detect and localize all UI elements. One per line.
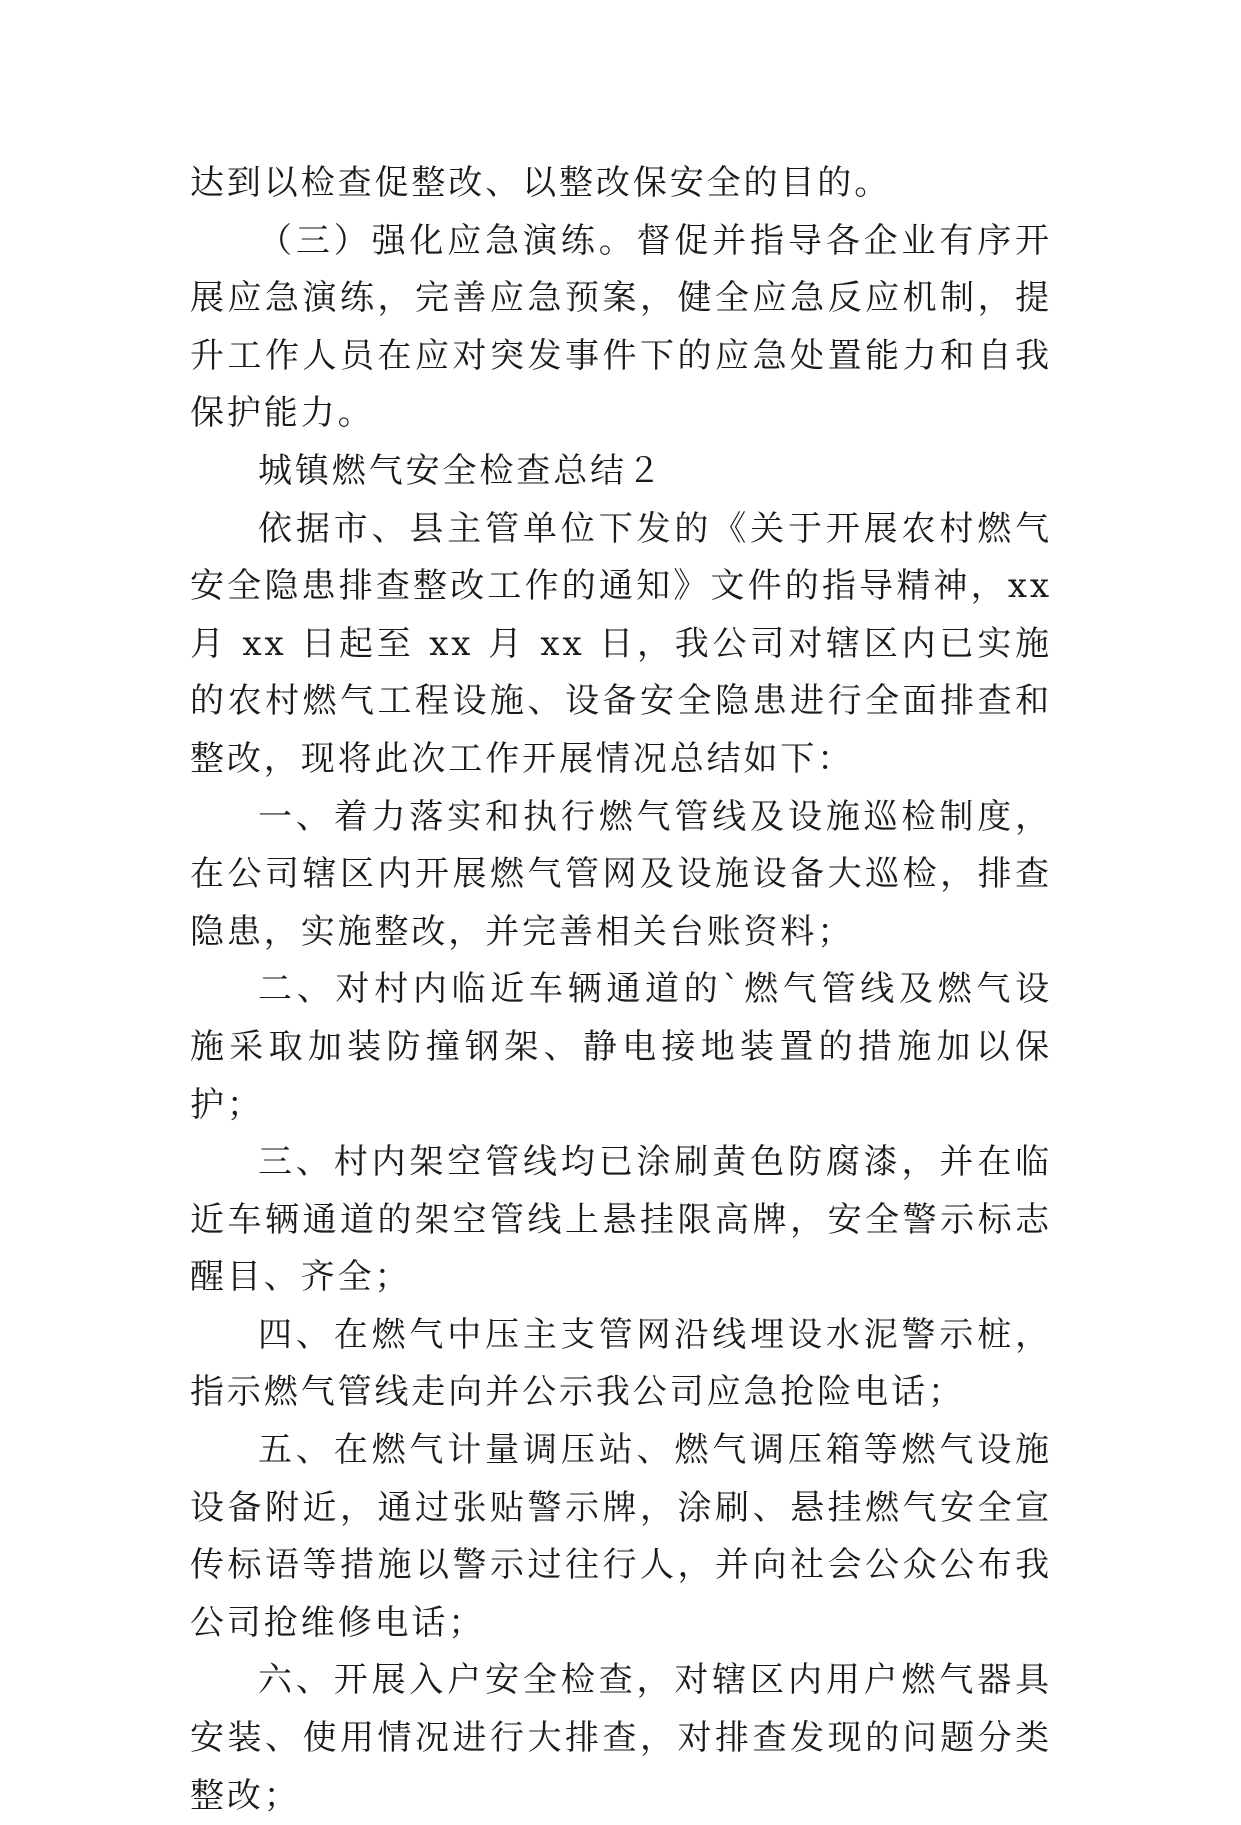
paragraph-item-6: 六、开展入户安全检查，对辖区内用户燃气器具安装、使用情况进行大排查，对排查发现的问题分类整改；	[190, 1660, 1052, 1816]
paragraph-item-1: 一、着力落实和执行燃气管线及设施巡检制度，在公司辖区内开展燃气管网及设施设备大巡检，排查隐患，实施整改，并完善相关台账资料；	[190, 796, 1052, 952]
paragraph-emergency-drill: （三）强化应急演练。督促并指导各企业有序开展应急演练，完善应急预案，健全应急反应机制，提升工作人员在应对突发事件下的应急处置能力和自我保护能力。	[190, 220, 1052, 434]
paragraph-intro: 依据市、县主管单位下发的《关于开展农村燃气安全隐患排查整改工作的通知》文件的指导精神，xx 月 xx 日起至 xx 月 xx 日，我公司对辖区内已实施的农村燃气工程设施、设备安全隐患进行全面排查和整改，现将此次工作开展情况总结如下：	[190, 508, 1052, 779]
section-heading: 城镇燃气安全检查总结２	[258, 450, 664, 491]
paragraph-item-2: 二、对村内临近车辆通道的`燃气管线及燃气设施采取加装防撞钢架、静电接地装置的措施加以保护；	[190, 969, 1052, 1125]
document-body	[190, 155, 1052, 1825]
paragraph-item-5: 五、在燃气计量调压站、燃气调压箱等燃气设施设备附近，通过张贴警示牌，涂刷、悬挂燃气安全宣传标语等措施以警示过往行人，并向社会公众公布我公司抢维修电话；	[190, 1430, 1052, 1643]
paragraph-item-3: 三、村内架空管线均已涂刷黄色防腐漆，并在临近车辆通道的架空管线上悬挂限高牌，安全警示标志醒目、齐全；	[190, 1142, 1052, 1298]
paragraph-continuation: 达到以检查促整改、以整改保安全的目的。	[190, 163, 892, 203]
paragraph-item-4: 四、在燃气中压主支管网沿线埋设水泥警示桩，指示燃气管线走向并公示我公司应急抢险电话；	[190, 1314, 1052, 1413]
